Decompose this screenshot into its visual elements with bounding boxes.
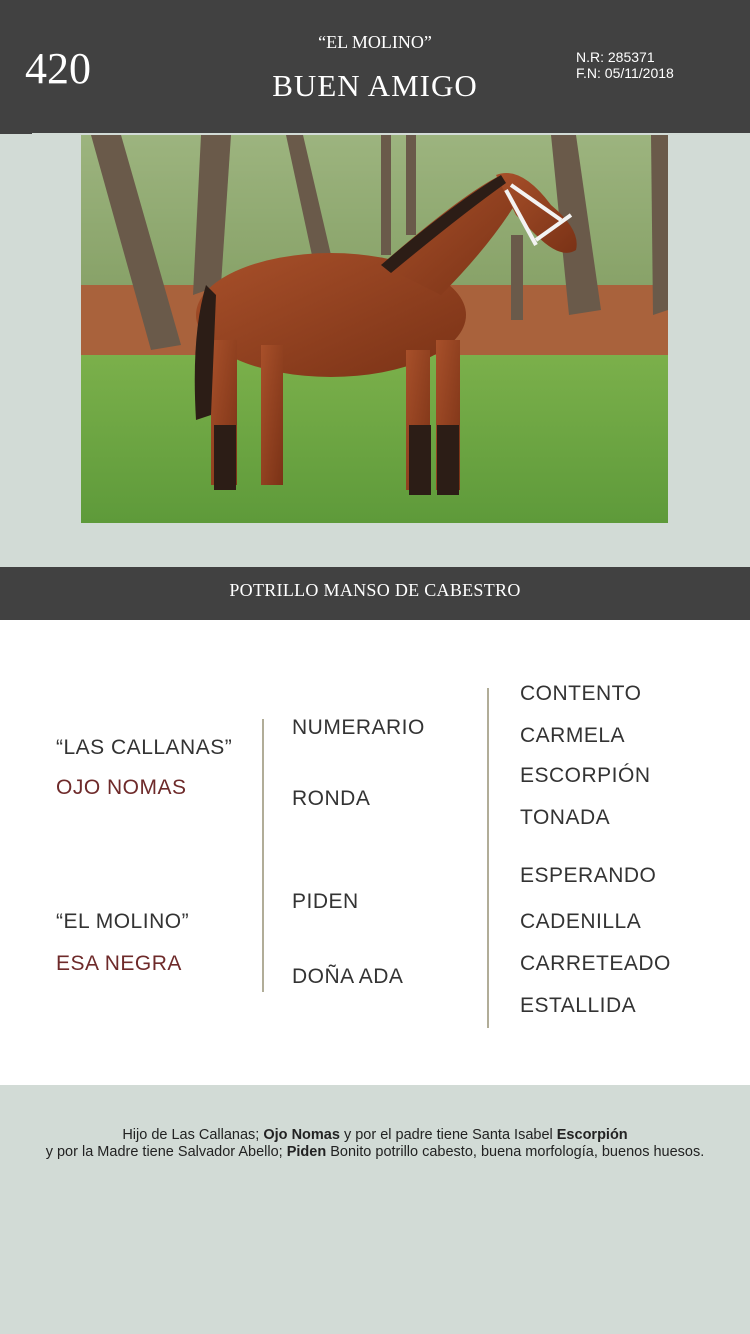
great-grandparent-item: CONTENTO bbox=[520, 682, 642, 705]
great-grandparent-item: CARMELA bbox=[520, 724, 626, 747]
great-grandparent-item: ESTALLIDA bbox=[520, 994, 637, 1017]
pedigree-section bbox=[0, 620, 750, 1085]
great-grandparent-item: TONADA bbox=[520, 806, 611, 829]
grandparent-item: RONDA bbox=[292, 787, 371, 810]
description-part: Hijo de Las Callanas; bbox=[122, 1127, 264, 1143]
dam-breeder: “EL MOLINO” bbox=[56, 910, 190, 933]
header-bar bbox=[0, 0, 750, 134]
pedigree-divider-1 bbox=[262, 719, 264, 992]
grandparent-item: NUMERARIO bbox=[292, 716, 425, 739]
description-part: y por la Madre tiene Salvador Abello; bbox=[45, 1144, 287, 1160]
sire-name: OJO NOMAS bbox=[56, 776, 187, 799]
description-bold: Escorpión bbox=[556, 1127, 628, 1143]
great-grandparent-item: CADENILLA bbox=[520, 910, 642, 933]
description-section bbox=[0, 1085, 750, 1334]
horse-name: BUEN AMIGO bbox=[272, 68, 478, 103]
grandparent-item: DOÑA ADA bbox=[292, 965, 404, 988]
registration-info bbox=[576, 49, 674, 81]
horse-photo bbox=[81, 135, 668, 523]
dam-name: ESA NEGRA bbox=[56, 952, 182, 975]
description-part: y por el padre tiene Santa Isabel bbox=[339, 1127, 557, 1143]
great-grandparent-item: CARRETEADO bbox=[520, 952, 671, 975]
sire-breeder: “LAS CALLANAS” bbox=[56, 736, 233, 759]
pedigree-divider-2 bbox=[487, 688, 489, 1028]
header-divider bbox=[32, 133, 750, 134]
registration-number: N.R: 285371 bbox=[576, 49, 655, 65]
lot-number: 420 bbox=[25, 44, 91, 93]
grandparent-item: PIDEN bbox=[292, 890, 359, 913]
category-band: POTRILLO MANSO DE CABESTRO bbox=[0, 567, 750, 620]
description-text bbox=[40, 1127, 710, 1161]
great-grandparent-item: ESCORPIÓN bbox=[520, 764, 651, 787]
description-bold: Ojo Nomas bbox=[263, 1127, 340, 1143]
description-bold: Piden bbox=[286, 1144, 327, 1160]
great-grandparent-item: ESPERANDO bbox=[520, 864, 657, 887]
birth-date: F.N: 05/11/2018 bbox=[576, 65, 674, 81]
breeder-name: “EL MOLINO” bbox=[318, 32, 432, 52]
description-part: Bonito potrillo cabesto, buena morfología, buenos huesos. bbox=[326, 1144, 705, 1160]
